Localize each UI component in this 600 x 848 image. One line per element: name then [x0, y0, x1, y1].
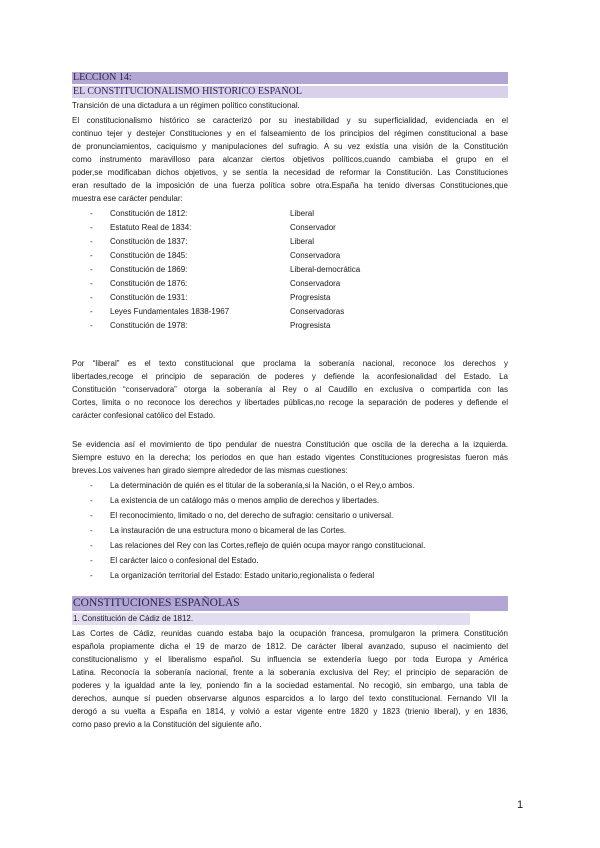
constitution-name: Constitución de 1845: [110, 251, 188, 260]
issue-text: El reconocimiento, limitado o no, del derecho de sufragio: censitario o universal. [110, 511, 394, 520]
issue-text: La organización territorial del Estado: Estado unitario,regionalista o federal [110, 571, 375, 580]
intro-line: de pronunciamientos, caciquismo y manipulaciones del sufragio. A su vez existía una visión de la Constitución [72, 142, 508, 151]
constitution-type: Liberal [290, 237, 315, 246]
liberal-line: Cortes, limita o no reconoce los derechos y libertades públicas,no recoge la separación de poderes y defiende el [72, 398, 508, 407]
list-dash: - [90, 209, 93, 218]
list-dash: - [90, 481, 93, 490]
intro-line: poder,se modificaban dichos objetivos, y se sentía la necesidad de reformar la Constitución. Las Constituciones [72, 168, 508, 177]
constitution-name: Leyes Fundamentales 1838-1967 [110, 307, 230, 316]
list-dash: - [90, 279, 93, 288]
intro-line: como instrumento maravilloso para alcanzar ciertos objetivos políticos,cuando cambiaba el grupo en el [72, 155, 508, 164]
issue-text: La existencia de un catálogo más o menos amplio de derechos y libertades. [110, 496, 380, 505]
cadiz-line: constitucionalismo y el liberalismo español. Su influencia se extendería luego por toda Europa y América [72, 655, 508, 664]
cadiz-line: Latina. Reconocía la soberanía nacional, frente a la soberanía exclusiva del Rey; el principio de separación de [72, 668, 508, 677]
cadiz-line: española propiamente dicha el 19 de marzo de 1812. De carácter liberal avanzado, supuso el nacimiento del [72, 642, 508, 651]
constitution-type: Liberal [290, 209, 315, 218]
constitution-type: Conservadoras [290, 307, 345, 316]
intro-line: continuo tejer y destejer Constituciones y en el falseamiento de los principios del régimen constitucional a base [72, 129, 508, 138]
lesson-title: LECCIÓN 14: [72, 72, 508, 84]
list-dash: - [90, 321, 93, 330]
list-dash: - [90, 293, 93, 302]
cadiz-line: como paso previo a la Constitución del siguiente año. [72, 720, 262, 729]
constitution-type: Conservadora [290, 279, 341, 288]
issue-text: Las relaciones del Rey con las Cortes,reflejo de quién ocupa mayor rango constitucional. [110, 541, 426, 550]
list-dash: - [90, 223, 93, 232]
intro-line: muestra ese carácter pendular: [72, 194, 183, 203]
constitution-type: Conservador [290, 223, 336, 232]
list-dash: - [90, 556, 93, 565]
constitution-name: Constitución de 1869: [110, 265, 188, 274]
constitution-name: Constitución de 1812: [110, 209, 188, 218]
liberal-line: Por “liberal” es el texto constitucional que proclama la soberanía nacional, reconoce los derechos y [72, 359, 508, 368]
liberal-line: Constitución “conservadora” otorga la soberanía al Rey o al Caudillo en exclusiva o compartida con las [72, 385, 508, 394]
constitution-name: Estatuto Real de 1834: [110, 223, 192, 232]
constitution-type: Progresista [290, 293, 331, 302]
cadiz-line: derechos, aunque sí pueden observarse algunos esparcidos a lo largo del texto constitucional. Fernando VII la [72, 694, 508, 703]
intro-heading: Transición de una dictadura a un régimen político constitucional. [72, 101, 300, 110]
intro-line: El constitucionalismo histórico se caracterizó por su inestabilidad y su superficialidad, evidenciada en el [72, 116, 508, 125]
list-dash: - [90, 571, 93, 580]
list-dash: - [90, 265, 93, 274]
section-title: EL CONSTITUCIONALISMO HISTÓRICO ESPAÑOL [72, 86, 508, 98]
constitution-name: Constitución de 1837: [110, 237, 188, 246]
list-dash: - [90, 511, 93, 520]
list-dash: - [90, 496, 93, 505]
pendular-line: Se evidencia así el movimiento de tipo pendular de nuestra Constitución que oscila de la derecha a la izquierda. [72, 440, 508, 449]
liberal-line: libertades,recoge el principio de separación de poderes y defiende la aconfesionalidad del Estado. La [72, 372, 508, 381]
issue-text: La instauración de una estructura mono o bicameral de las Cortes. [110, 526, 347, 535]
constitution-name: Constitución de 1876: [110, 279, 188, 288]
intro-line: eran resultado de la imposición de una fuerza política sobre otra.España ha tenido diversas Constituciones,que [72, 181, 508, 190]
issue-text: El carácter laico o confesional del Estado. [110, 556, 259, 565]
constitution-type: Progresista [290, 321, 331, 330]
pendular-line: Siempre estuvo en la derecha; los periodos en que han estado vigentes Constituciones progresistas fueron más [72, 453, 508, 462]
pendular-line: breves.Los vaivenes han girado siempre alrededor de las mismas cuestiones: [72, 466, 348, 475]
list-dash: - [90, 526, 93, 535]
cadiz-line: poderes y la igualdad ante la ley, poniendo fin a la sociedad estamental. No recogió, sin embargo, una tabla de [72, 681, 508, 690]
section2-title: CONSTITUCIONES ESPAÑOLAS [72, 596, 508, 611]
liberal-line: carácter confesional católico del Estado. [72, 411, 216, 420]
list-dash: - [90, 237, 93, 246]
cadiz-line: Las Cortes de Cádiz, reunidas cuando estaba bajo la ocupación francesa, promulgaron la primera Constitución [72, 629, 508, 638]
cadiz-line: derogó a su vuelta a España en 1814, y volvió a estar vigente entre 1820 y 1823 (trienio liberal), y en 1836, [72, 707, 508, 716]
list-dash: - [90, 251, 93, 260]
list-dash: - [90, 307, 93, 316]
constitution-name: Constitución de 1931: [110, 293, 188, 302]
page-number: 1 [517, 799, 524, 811]
subsection-title: 1. Constitución de Cádiz de 1812. [72, 613, 470, 625]
list-dash: - [90, 541, 93, 550]
issue-text: La determinación de quién es el titular de la soberanía,si la Nación, o el Rey,o ambos. [110, 481, 415, 490]
constitution-name: Constitución de 1978: [110, 321, 188, 330]
constitution-type: Conservadora [290, 251, 341, 260]
constitution-type: Liberal-democrática [290, 265, 361, 274]
